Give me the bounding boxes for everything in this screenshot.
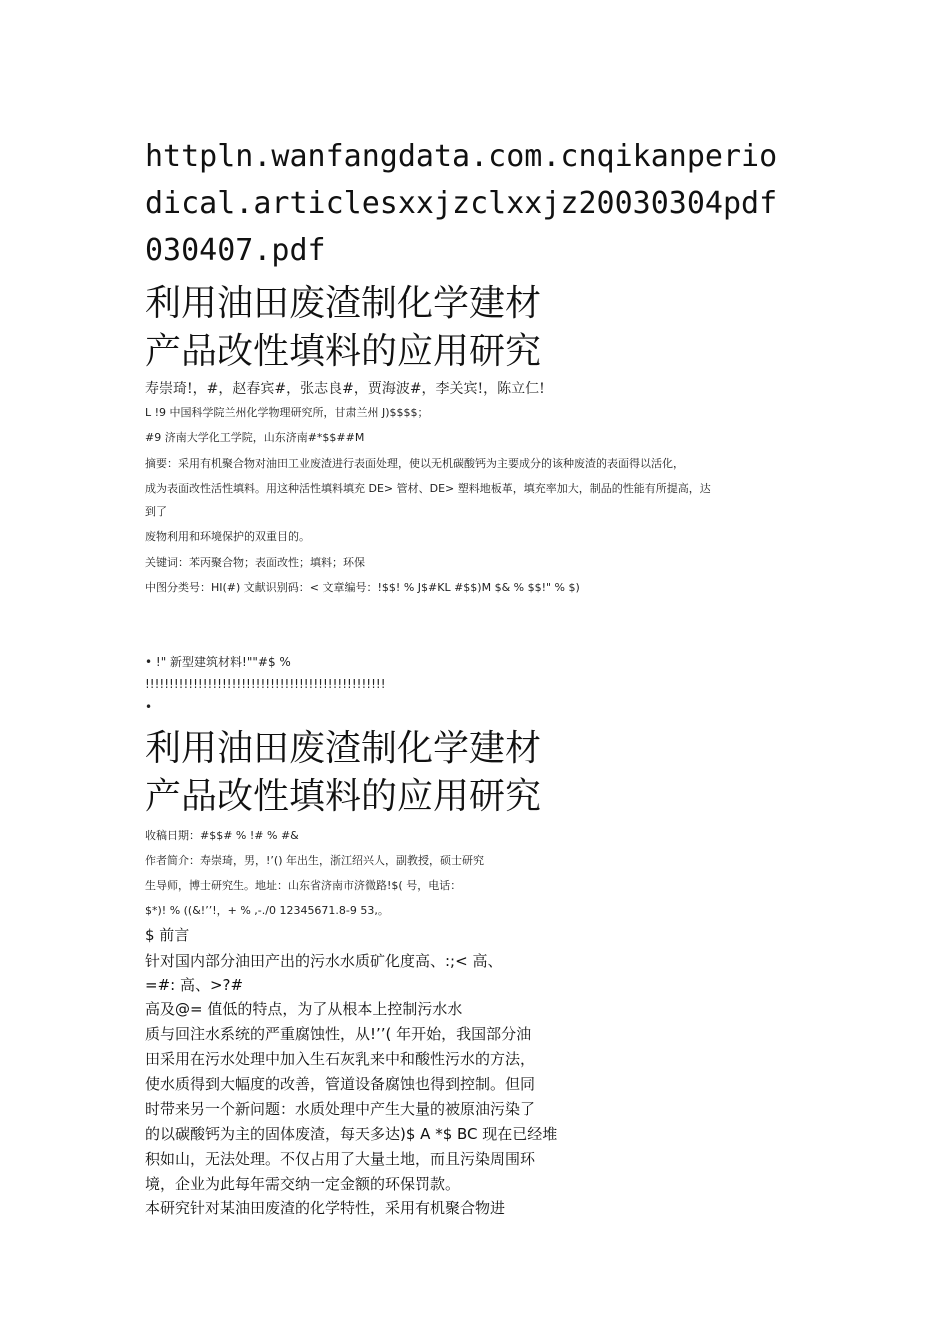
classification-line: 中图分类号：HI(#) 文献识别码：< 文章编号：!$$! % J$#KL #$$)M $& % $$!" % $) (145, 581, 580, 594)
section-heading: $ 前言 (145, 926, 190, 944)
separator-line: !!!!!!!!!!!!!!!!!!!!!!!!!!!!!!!!!!!!!!!!!!!!!!!!!! (145, 677, 386, 691)
body-line: 境，企业为此每年需交纳一定金额的环保罚款。 (145, 1175, 461, 1193)
received-date: 收稿日期：#$$# % !# % #& (145, 829, 299, 842)
abstract-line: 废物利用和环境保护的双重目的。 (145, 530, 310, 543)
body-line: 高及@= 值低的特点，为了从根本上控制污水水 (145, 1000, 463, 1018)
paper-title-repeat: 利用油田废渣制化学建材 (145, 728, 542, 769)
body-line: 田采用在污水处理中加入生石灰乳来中和酸性污水的方法， (145, 1050, 536, 1068)
source-url-line: dical.articlesxxjzclxxjz20030304pdf (145, 186, 778, 221)
body-line: 的以碳酸钙为主的固体废渣，每天多达)$ A *$ BC 现在已经堆 (145, 1125, 558, 1143)
keywords: 关键词：苯丙聚合物；表面改性；填料；环保 (145, 556, 365, 569)
abstract-line: 摘要：采用有机聚合物对油田工业废渣进行表面处理，使以无机碳酸钙为主要成分的该种废渣的表面得以活化， (145, 457, 684, 470)
body-line: 积如山，无法处理。不仅占用了大量土地，而且污染周围环 (145, 1150, 536, 1168)
author-list: 寿崇琦!，#，赵春宾#，张志良#，贾海波#，李关宾!，陈立仁! (145, 381, 545, 397)
author-intro-line: 生导师，博士研究生。地址：山东省济南市济微路!$( 号，电话： (145, 879, 462, 892)
author-intro-line: $*)! % ((&!’’!，+ % ,-./0 12345671.8-9 53,。 (145, 904, 389, 917)
body-line: =#: 高、>?# (145, 976, 244, 994)
body-line: 本研究针对某油田废渣的化学特性，采用有机聚合物进 (145, 1199, 506, 1217)
body-line: 针对国内部分油田产出的污水水质矿化度高、:;< 高、 (145, 952, 503, 970)
affiliation: #9 济南大学化工学院，山东济南#*$$##M (145, 431, 365, 444)
paper-title-repeat: 产品改性填料的应用研究 (145, 776, 542, 817)
affiliation: L !9 中国科学院兰州化学物理研究所，甘肃兰州 J)$$$$； (145, 406, 429, 419)
author-intro-line: 作者简介：寿崇琦，男，!’() 年出生，浙江绍兴人，副教授，硕士研究 (145, 854, 484, 867)
body-line: 质与回注水系统的严重腐蚀性，从!’’( 年开始，我国部分油 (145, 1025, 532, 1043)
paper-title: 产品改性填料的应用研究 (145, 331, 542, 372)
body-line: 使水质得到大幅度的改善，管道设备腐蚀也得到控制。但同 (145, 1075, 536, 1093)
paper-title: 利用油田废渣制化学建材 (145, 283, 542, 324)
source-url-line: 030407.pdf (145, 233, 326, 268)
abstract-line: 成为表面改性活性填料。用这种活性填料填充 DE> 管材、DE> 塑料地板革，填充率加大，制品的性能有所提高，达 (145, 482, 711, 495)
body-line: 时带来另一个新问题：水质处理中产生大量的被原油污染了 (145, 1100, 536, 1118)
source-url-line: httpln.wanfangdata.com.cnqikanperio (145, 139, 778, 174)
journal-header: • !" 新型建筑材料!""#$ % (145, 655, 291, 669)
separator-dot: • (145, 700, 153, 714)
abstract-line: 到了 (145, 505, 167, 518)
